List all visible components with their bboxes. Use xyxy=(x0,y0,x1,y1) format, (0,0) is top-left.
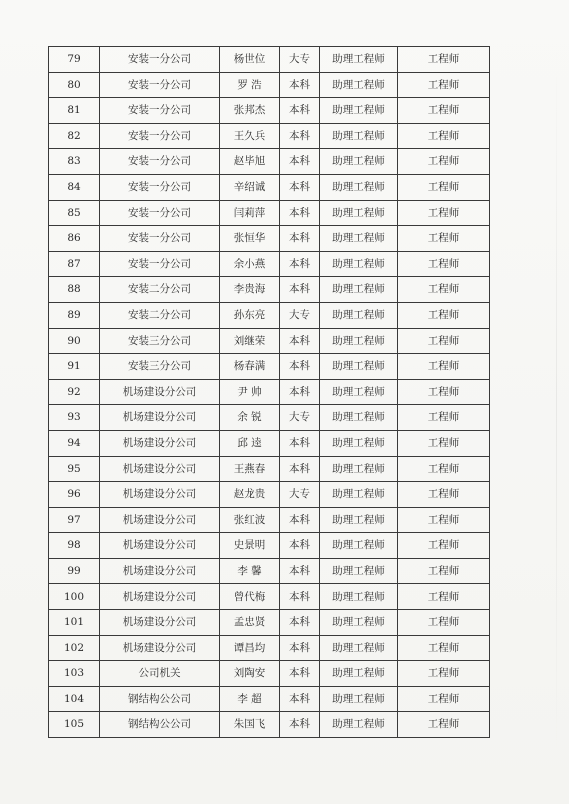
cell-education: 本科 xyxy=(280,610,320,636)
cell-education: 本科 xyxy=(280,507,320,533)
cell-current-title: 助理工程师 xyxy=(320,610,398,636)
cell-name: 张邦杰 xyxy=(220,98,280,124)
cell-company: 机场建设分公司 xyxy=(100,610,220,636)
cell-current-title: 助理工程师 xyxy=(320,482,398,508)
table-row xyxy=(49,558,490,584)
cell-name: 史景明 xyxy=(220,533,280,559)
cell-education: 本科 xyxy=(280,328,320,354)
roster-table xyxy=(48,46,490,738)
table-row xyxy=(49,430,490,456)
table-row xyxy=(49,635,490,661)
cell-education: 本科 xyxy=(280,712,320,738)
cell-current-title: 助理工程师 xyxy=(320,354,398,380)
cell-applied-title: 工程师 xyxy=(398,635,490,661)
cell-current-title: 助理工程师 xyxy=(320,507,398,533)
table-row xyxy=(49,533,490,559)
cell-company: 机场建设分公司 xyxy=(100,533,220,559)
cell-company: 机场建设分公司 xyxy=(100,507,220,533)
cell-name: 张红波 xyxy=(220,507,280,533)
table-row xyxy=(49,456,490,482)
cell-number: 101 xyxy=(49,610,100,636)
table-row xyxy=(49,405,490,431)
cell-company: 公司机关 xyxy=(100,661,220,687)
cell-applied-title: 工程师 xyxy=(398,98,490,124)
cell-name: 孙东亮 xyxy=(220,302,280,328)
cell-name: 朱国飞 xyxy=(220,712,280,738)
table-row xyxy=(49,661,490,687)
table-row xyxy=(49,200,490,226)
cell-company: 安装二分公司 xyxy=(100,277,220,303)
cell-company: 机场建设分公司 xyxy=(100,558,220,584)
cell-company: 安装一分公司 xyxy=(100,251,220,277)
cell-applied-title: 工程师 xyxy=(398,72,490,98)
table-row xyxy=(49,507,490,533)
cell-applied-title: 工程师 xyxy=(398,200,490,226)
cell-current-title: 助理工程师 xyxy=(320,277,398,303)
cell-company: 机场建设分公司 xyxy=(100,584,220,610)
cell-number: 83 xyxy=(49,149,100,175)
cell-current-title: 助理工程师 xyxy=(320,302,398,328)
cell-applied-title: 工程师 xyxy=(398,533,490,559)
cell-name: 辛绍诚 xyxy=(220,174,280,200)
cell-education: 本科 xyxy=(280,98,320,124)
cell-number: 105 xyxy=(49,712,100,738)
cell-education: 本科 xyxy=(280,200,320,226)
cell-number: 90 xyxy=(49,328,100,354)
cell-name: 杨春满 xyxy=(220,354,280,380)
cell-current-title: 助理工程师 xyxy=(320,558,398,584)
cell-education: 本科 xyxy=(280,149,320,175)
cell-education: 本科 xyxy=(280,72,320,98)
cell-company: 机场建设分公司 xyxy=(100,482,220,508)
cell-name: 曾代梅 xyxy=(220,584,280,610)
cell-number: 89 xyxy=(49,302,100,328)
cell-name: 刘陶安 xyxy=(220,661,280,687)
cell-current-title: 助理工程师 xyxy=(320,98,398,124)
cell-number: 94 xyxy=(49,430,100,456)
table-row xyxy=(49,226,490,252)
cell-number: 96 xyxy=(49,482,100,508)
cell-education: 本科 xyxy=(280,379,320,405)
cell-number: 87 xyxy=(49,251,100,277)
cell-education: 大专 xyxy=(280,47,320,73)
table-row xyxy=(49,72,490,98)
cell-applied-title: 工程师 xyxy=(398,405,490,431)
cell-name: 李贵海 xyxy=(220,277,280,303)
cell-applied-title: 工程师 xyxy=(398,354,490,380)
cell-applied-title: 工程师 xyxy=(398,47,490,73)
cell-education: 本科 xyxy=(280,354,320,380)
cell-education: 本科 xyxy=(280,686,320,712)
cell-education: 本科 xyxy=(280,661,320,687)
cell-company: 安装一分公司 xyxy=(100,123,220,149)
cell-applied-title: 工程师 xyxy=(398,686,490,712)
cell-applied-title: 工程师 xyxy=(398,507,490,533)
cell-applied-title: 工程师 xyxy=(398,584,490,610)
cell-number: 79 xyxy=(49,47,100,73)
cell-name: 张恒华 xyxy=(220,226,280,252)
cell-education: 本科 xyxy=(280,123,320,149)
table-row xyxy=(49,328,490,354)
cell-company: 机场建设分公司 xyxy=(100,430,220,456)
cell-name: 尹 帅 xyxy=(220,379,280,405)
cell-company: 安装三分公司 xyxy=(100,328,220,354)
cell-number: 91 xyxy=(49,354,100,380)
table-row xyxy=(49,302,490,328)
cell-number: 99 xyxy=(49,558,100,584)
cell-number: 80 xyxy=(49,72,100,98)
cell-education: 本科 xyxy=(280,635,320,661)
scan-edge-shadow xyxy=(556,40,557,760)
cell-number: 98 xyxy=(49,533,100,559)
cell-applied-title: 工程师 xyxy=(398,251,490,277)
cell-current-title: 助理工程师 xyxy=(320,72,398,98)
cell-number: 102 xyxy=(49,635,100,661)
cell-company: 钢结构公公司 xyxy=(100,712,220,738)
cell-current-title: 助理工程师 xyxy=(320,149,398,175)
table-row xyxy=(49,482,490,508)
cell-applied-title: 工程师 xyxy=(398,328,490,354)
cell-education: 本科 xyxy=(280,533,320,559)
cell-current-title: 助理工程师 xyxy=(320,584,398,610)
cell-current-title: 助理工程师 xyxy=(320,405,398,431)
cell-current-title: 助理工程师 xyxy=(320,712,398,738)
cell-number: 88 xyxy=(49,277,100,303)
cell-current-title: 助理工程师 xyxy=(320,686,398,712)
cell-number: 104 xyxy=(49,686,100,712)
cell-company: 安装一分公司 xyxy=(100,98,220,124)
table-row xyxy=(49,47,490,73)
cell-current-title: 助理工程师 xyxy=(320,47,398,73)
cell-education: 本科 xyxy=(280,277,320,303)
cell-number: 100 xyxy=(49,584,100,610)
table-row xyxy=(49,686,490,712)
cell-number: 86 xyxy=(49,226,100,252)
cell-applied-title: 工程师 xyxy=(398,123,490,149)
cell-company: 安装一分公司 xyxy=(100,72,220,98)
cell-education: 大专 xyxy=(280,302,320,328)
cell-number: 95 xyxy=(49,456,100,482)
table-row xyxy=(49,354,490,380)
cell-name: 李 超 xyxy=(220,686,280,712)
table-row xyxy=(49,610,490,636)
cell-company: 安装一分公司 xyxy=(100,47,220,73)
cell-number: 85 xyxy=(49,200,100,226)
cell-number: 82 xyxy=(49,123,100,149)
cell-applied-title: 工程师 xyxy=(398,712,490,738)
cell-company: 安装三分公司 xyxy=(100,354,220,380)
table-row xyxy=(49,584,490,610)
cell-number: 103 xyxy=(49,661,100,687)
cell-company: 安装一分公司 xyxy=(100,149,220,175)
cell-current-title: 助理工程师 xyxy=(320,379,398,405)
cell-company: 机场建设分公司 xyxy=(100,379,220,405)
table-row xyxy=(49,98,490,124)
cell-name: 刘继荣 xyxy=(220,328,280,354)
table-row xyxy=(49,277,490,303)
cell-name: 杨世位 xyxy=(220,47,280,73)
cell-name: 罗 浩 xyxy=(220,72,280,98)
cell-company: 机场建设分公司 xyxy=(100,456,220,482)
cell-name: 邱 逵 xyxy=(220,430,280,456)
cell-company: 钢结构公公司 xyxy=(100,686,220,712)
cell-current-title: 助理工程师 xyxy=(320,533,398,559)
cell-education: 本科 xyxy=(280,174,320,200)
cell-current-title: 助理工程师 xyxy=(320,251,398,277)
cell-current-title: 助理工程师 xyxy=(320,635,398,661)
cell-applied-title: 工程师 xyxy=(398,456,490,482)
table-row xyxy=(49,123,490,149)
cell-name: 赵毕旭 xyxy=(220,149,280,175)
cell-applied-title: 工程师 xyxy=(398,558,490,584)
cell-education: 本科 xyxy=(280,430,320,456)
cell-name: 余 锐 xyxy=(220,405,280,431)
cell-applied-title: 工程师 xyxy=(398,610,490,636)
cell-company: 安装二分公司 xyxy=(100,302,220,328)
table-row xyxy=(49,149,490,175)
cell-applied-title: 工程师 xyxy=(398,661,490,687)
cell-number: 84 xyxy=(49,174,100,200)
cell-applied-title: 工程师 xyxy=(398,226,490,252)
cell-company: 安装一分公司 xyxy=(100,200,220,226)
cell-name: 闫莉萍 xyxy=(220,200,280,226)
cell-company: 安装一分公司 xyxy=(100,174,220,200)
cell-education: 本科 xyxy=(280,558,320,584)
cell-company: 机场建设分公司 xyxy=(100,635,220,661)
cell-education: 本科 xyxy=(280,584,320,610)
cell-name: 余小燕 xyxy=(220,251,280,277)
table-row xyxy=(49,712,490,738)
cell-name: 谭昌均 xyxy=(220,635,280,661)
cell-number: 92 xyxy=(49,379,100,405)
cell-company: 安装一分公司 xyxy=(100,226,220,252)
cell-applied-title: 工程师 xyxy=(398,482,490,508)
cell-number: 93 xyxy=(49,405,100,431)
cell-education: 本科 xyxy=(280,456,320,482)
cell-current-title: 助理工程师 xyxy=(320,456,398,482)
cell-number: 97 xyxy=(49,507,100,533)
cell-current-title: 助理工程师 xyxy=(320,226,398,252)
cell-applied-title: 工程师 xyxy=(398,430,490,456)
cell-current-title: 助理工程师 xyxy=(320,661,398,687)
cell-name: 李 馨 xyxy=(220,558,280,584)
roster-table-body xyxy=(49,47,490,738)
cell-education: 本科 xyxy=(280,226,320,252)
cell-name: 王久兵 xyxy=(220,123,280,149)
cell-current-title: 助理工程师 xyxy=(320,328,398,354)
cell-applied-title: 工程师 xyxy=(398,277,490,303)
cell-applied-title: 工程师 xyxy=(398,302,490,328)
table-row xyxy=(49,251,490,277)
cell-company: 机场建设分公司 xyxy=(100,405,220,431)
cell-education: 大专 xyxy=(280,405,320,431)
cell-current-title: 助理工程师 xyxy=(320,200,398,226)
table-row xyxy=(49,174,490,200)
cell-number: 81 xyxy=(49,98,100,124)
cell-name: 赵龙贵 xyxy=(220,482,280,508)
cell-education: 大专 xyxy=(280,482,320,508)
cell-applied-title: 工程师 xyxy=(398,149,490,175)
table-row xyxy=(49,379,490,405)
cell-applied-title: 工程师 xyxy=(398,174,490,200)
cell-applied-title: 工程师 xyxy=(398,379,490,405)
cell-name: 王燕春 xyxy=(220,456,280,482)
cell-current-title: 助理工程师 xyxy=(320,430,398,456)
cell-current-title: 助理工程师 xyxy=(320,123,398,149)
cell-education: 本科 xyxy=(280,251,320,277)
cell-name: 孟忠贤 xyxy=(220,610,280,636)
cell-current-title: 助理工程师 xyxy=(320,174,398,200)
